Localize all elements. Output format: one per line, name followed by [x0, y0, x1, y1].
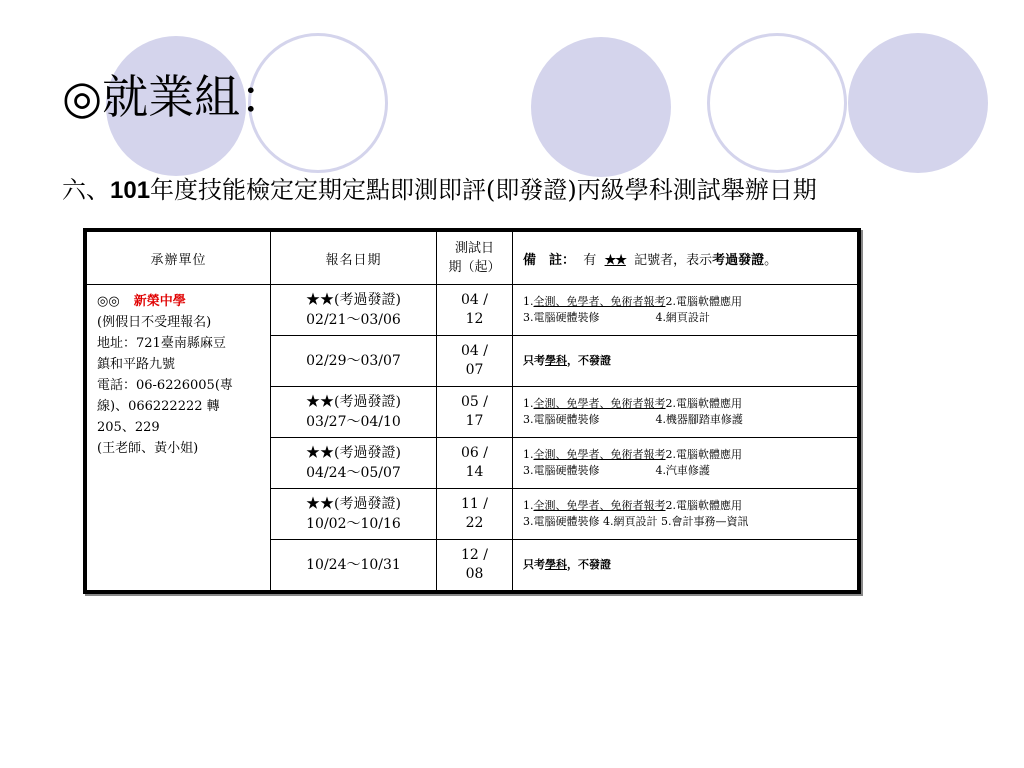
remarks-rest: 2.電腦軟體應用 [665, 499, 742, 512]
test-date [437, 438, 513, 489]
organizer-name-line [97, 291, 266, 312]
table-row [87, 285, 858, 336]
organizer-phone-cont: 線)、066222222 轉 [97, 399, 220, 414]
remarks-underlined: 全測、免學者、免術者報考 [533, 295, 666, 308]
registration-date [271, 438, 437, 489]
registration-date-line1: 10/24～10/31 [306, 557, 401, 573]
registration-date [271, 387, 437, 438]
header-note-bold: 考過發證 [712, 252, 765, 268]
remarks-rest: 2.電腦軟體應用 [665, 397, 742, 410]
test-date-line2: 08 [465, 566, 484, 582]
remarks-line2: 3.電腦硬體裝修 4.網頁設計 5.會計事務—資訊 [523, 515, 749, 528]
remarks-num: 1. [523, 448, 534, 461]
organizer-contacts: (王老師、黃小姐) [97, 441, 199, 456]
test-date-line2: 07 [465, 362, 484, 378]
organizer-address-cont: 鎮和平路九號 [97, 357, 176, 372]
header-note-label: 備 註： [523, 252, 576, 268]
remarks [513, 489, 858, 540]
decor-circle [848, 33, 988, 173]
header-test-line2: 期（起） [448, 260, 501, 275]
organizer-ext: 205、229 [97, 420, 160, 435]
remarks-underlined: 全測、免學者、免術者報考 [533, 397, 666, 410]
remarks [513, 387, 858, 438]
organizer-cell [87, 285, 271, 591]
subtitle-rest: 年度技能檢定定期定點即測即評(即發證)丙級學科測試舉辦日期 [150, 176, 817, 204]
test-date-line2: 14 [465, 464, 484, 480]
remarks-rest: 2.電腦軟體應用 [665, 295, 742, 308]
remarks-underlined: 全測、免學者、免術者報考 [533, 448, 666, 461]
remarks [513, 438, 858, 489]
test-date-line2: 17 [465, 413, 484, 429]
subtitle-prefix: 六、 [62, 176, 110, 204]
organizer-phone: 電話：06-6226005(專 [97, 378, 233, 393]
remarks-line2: 3.電腦硬體裝修 4.汽車修護 [523, 464, 710, 477]
header-note-end: 。 [764, 252, 778, 268]
test-date-line1: 11 / [461, 496, 488, 512]
header-test-date [437, 232, 513, 285]
registration-date-line1: ★★(考過發證) [306, 496, 401, 512]
header-date: 報名日期 [271, 232, 437, 285]
remarks-num: 1. [523, 499, 534, 512]
remarks-pre: 只考 [523, 558, 545, 571]
remarks-post: ，不發證 [567, 354, 611, 367]
schedule-table [86, 231, 858, 591]
test-date-line1: 05 / [461, 394, 488, 410]
registration-date-line1: ★★(考過發證) [306, 394, 401, 410]
registration-date-line1: ★★(考過發證) [306, 292, 401, 308]
test-date [437, 285, 513, 336]
registration-date [271, 285, 437, 336]
registration-date-line1: 02/29～03/07 [306, 353, 401, 369]
test-date [437, 387, 513, 438]
remarks-pre: 只考 [523, 354, 545, 367]
test-date-line1: 04 / [461, 343, 488, 359]
schedule-table-frame [83, 228, 861, 594]
header-note [513, 232, 858, 285]
remarks [513, 336, 858, 387]
remarks-num: 1. [523, 397, 534, 410]
registration-date-line1: ★★(考過發證) [306, 445, 401, 461]
test-date [437, 540, 513, 591]
header-note-pre: 有 [583, 252, 597, 268]
remarks-underlined: 學科 [545, 354, 567, 367]
remarks-post: ，不發證 [567, 558, 611, 571]
test-date-line2: 12 [465, 311, 484, 327]
test-date-line1: 04 / [461, 292, 488, 308]
remarks-rest: 2.電腦軟體應用 [665, 448, 742, 461]
organizer-mark: ◎◎ [97, 294, 120, 309]
registration-date [271, 336, 437, 387]
organizer-school: 新榮中學 [133, 294, 186, 309]
header-note-mid: 記號者，表示 [634, 252, 713, 268]
slide-title: ◎就業組： [62, 70, 287, 124]
remarks-line2: 3.電腦硬體裝修 4.網頁設計 [523, 311, 710, 324]
test-date-line1: 12 / [461, 547, 488, 563]
test-date [437, 336, 513, 387]
header-unit: 承辦單位 [87, 232, 271, 285]
registration-date [271, 489, 437, 540]
registration-date-line2: 03/27～04/10 [306, 414, 401, 430]
test-date [437, 489, 513, 540]
star-icon: ★★ [604, 252, 626, 268]
slide-subtitle [62, 172, 817, 209]
remarks-num: 1. [523, 295, 534, 308]
remarks-underlined: 全測、免學者、免術者報考 [533, 499, 666, 512]
remarks-underlined: 學科 [545, 558, 567, 571]
registration-date-line2: 02/21～03/06 [306, 312, 401, 328]
subtitle-year: 101 [110, 177, 151, 204]
remarks [513, 285, 858, 336]
registration-date-line2: 04/24～05/07 [306, 465, 401, 481]
header-test-line1: 測試日 [454, 241, 494, 256]
organizer-address: 地址：721臺南縣麻豆 [97, 336, 226, 351]
decor-circle [531, 37, 671, 177]
registration-date [271, 540, 437, 591]
table-header-row [87, 232, 858, 285]
decor-circle-ring [707, 33, 847, 173]
remarks [513, 540, 858, 591]
remarks-line2: 3.電腦硬體裝修 4.機器腳踏車修護 [523, 413, 743, 426]
test-date-line2: 22 [465, 515, 484, 531]
organizer-note: (例假日不受理報名) [97, 315, 212, 330]
registration-date-line2: 10/02～10/16 [306, 516, 401, 532]
test-date-line1: 06 / [461, 445, 488, 461]
